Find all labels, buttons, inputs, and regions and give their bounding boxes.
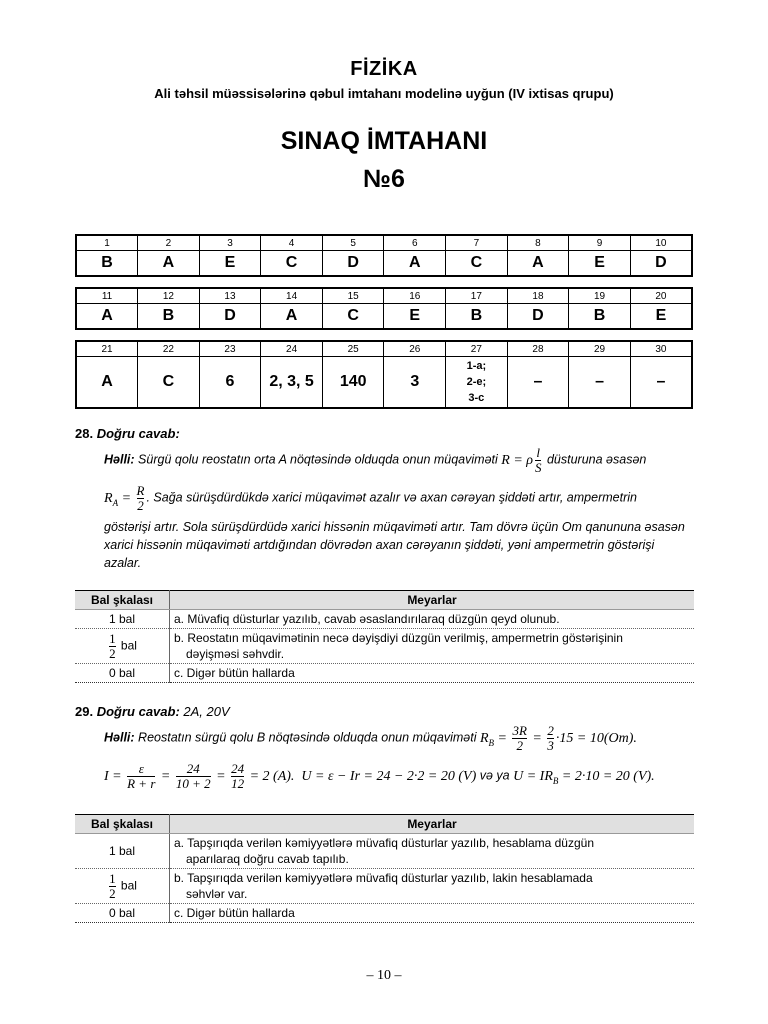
q28-solution-line3 xyxy=(104,518,694,572)
criteria-score: 1 bal xyxy=(75,834,170,869)
answer-value: C xyxy=(446,251,508,277)
exam-number: №6 xyxy=(363,165,405,193)
criteria-score: bal xyxy=(120,638,137,653)
q28-solution-line2 xyxy=(104,484,694,513)
solution-text: Reostatın sürgü qolu B nöqtəsində olduqda onun müqaviməti xyxy=(138,730,477,745)
answer-value: 2, 3, 5 xyxy=(261,357,323,409)
question-number: 20 xyxy=(630,288,692,304)
question-number: 27 xyxy=(446,341,508,357)
question-number: 25 xyxy=(322,341,384,357)
solution-text: göstərişi artır. Sola sürüşdürdüdə xarici hissənin müqaviməti artır. Tam dövrə üçün Om qanununa əsasən xarici hissənin müqaviməti artdığından dövrədən axan cərəyanın şiddəti, yəni ampermetrin göstərişi azalar. xyxy=(104,520,685,570)
answer-value: B xyxy=(138,304,200,330)
solution-text: Sürgü qolu reostatın orta A nöqtəsində olduqda onun müqaviməti xyxy=(138,452,498,467)
criteria-score: 0 bal xyxy=(75,904,170,923)
criteria-text-line: səhvlər var. xyxy=(186,887,248,901)
exam-title: SINAQ İMTAHANI xyxy=(280,127,488,155)
answer-key-table-3 xyxy=(75,340,693,409)
question-number: 16 xyxy=(384,288,446,304)
answer-value: A xyxy=(507,251,569,277)
criteria-text-line: aparılaraq doğru cavab tapılıb. xyxy=(186,852,349,866)
answer-value-q27 xyxy=(446,357,508,409)
criteria-header-criteria: Meyarlar xyxy=(170,815,695,834)
page-number: – 10 – xyxy=(366,968,402,983)
question-number: 17 xyxy=(446,288,508,304)
answer-line: 1-a; xyxy=(466,360,487,372)
criteria-score-half xyxy=(75,869,170,904)
answer-value: C xyxy=(322,304,384,330)
criteria-score: bal xyxy=(120,878,137,893)
question-number: 28. xyxy=(75,426,94,441)
formula-resistance: R = ρ $\frac{l}{S}$ xyxy=(501,445,542,475)
question-number: 12 xyxy=(138,288,200,304)
question-number: 21 xyxy=(76,341,138,357)
question-number: 8 xyxy=(507,235,569,251)
criteria-score-half xyxy=(75,629,170,664)
answer-value: B xyxy=(446,304,508,330)
answer-value: – xyxy=(569,357,631,409)
answer-value: D xyxy=(630,251,692,277)
formula-rb: $R_B$ = $\frac{3R}{2}$ = $\frac{2}{3}$ ·15 = 10(Om). xyxy=(479,723,637,753)
solution-text: və ya xyxy=(479,768,510,783)
answer-value: – xyxy=(630,357,692,409)
criteria-text xyxy=(170,834,695,869)
answer-value: 140 xyxy=(322,357,384,409)
criteria-score: 0 bal xyxy=(75,664,170,683)
criteria-text xyxy=(170,869,695,904)
answer-value: B xyxy=(569,304,631,330)
criteria-header-criteria: Meyarlar xyxy=(170,591,695,610)
question-number: 11 xyxy=(76,288,138,304)
question-number: 10 xyxy=(630,235,692,251)
answer-value: D xyxy=(199,304,261,330)
question-number: 7 xyxy=(446,235,508,251)
answer-value: A xyxy=(261,304,323,330)
answer-key-table-2 xyxy=(75,287,693,330)
q29-criteria-table xyxy=(75,814,694,923)
criteria-text xyxy=(170,629,695,664)
half-fraction: $\frac{1}{2}$ xyxy=(109,630,116,661)
subtitle: Ali təhsil müəssisələrinə qəbul imtahanı modelinə uyğun (IV ixtisas qrupu) xyxy=(154,86,614,101)
question-number: 24 xyxy=(261,341,323,357)
question-number: 19 xyxy=(569,288,631,304)
answer-value: A xyxy=(76,357,138,409)
answer-line: 2-e; xyxy=(466,376,487,388)
answer-value: 6 xyxy=(199,357,261,409)
correct-answer-label: Doğru cavab: xyxy=(96,426,180,441)
criteria-header-score: Bal şkalası xyxy=(75,815,170,834)
answer-value: E xyxy=(569,251,631,277)
answer-value: D xyxy=(322,251,384,277)
answer-value: D xyxy=(507,304,569,330)
question-number: 1 xyxy=(76,235,138,251)
criteria-text: c. Digər bütün hallarda xyxy=(170,904,695,923)
criteria-text-line: a. Tapşırıqda verilən kəmiyyətlərə müvafiq düsturlar yazılıb, hesablama düzgün xyxy=(174,836,594,850)
answer-value: C xyxy=(138,357,200,409)
answer-value: E xyxy=(630,304,692,330)
criteria-text-line: dəyişməsi səhvdir. xyxy=(186,647,285,661)
answer-key-table-1 xyxy=(75,234,693,277)
solution-text: . Sağa sürüşdürdükdə xarici müqavimət azalır və axan cərəyan şiddəti artır, ampermetrin xyxy=(146,490,637,505)
q29-solution-line1 xyxy=(104,724,694,753)
answer-value: A xyxy=(384,251,446,277)
criteria-text: c. Digər bütün hallarda xyxy=(170,664,695,683)
criteria-text-line: b. Tapşırıqda verilən kəmiyyətlərə müvafiq düsturlar yazılıb, lakin hesablamada xyxy=(174,871,593,885)
answer-value: E xyxy=(384,304,446,330)
answer-line: 3-c xyxy=(468,392,485,404)
question-number: 15 xyxy=(322,288,384,304)
solution-text: düsturuna əsasən xyxy=(546,452,647,467)
question-number: 3 xyxy=(199,235,261,251)
criteria-text-line: b. Reostatın müqavimətinin necə dəyişdiyi düzgün verilmiş, ampermetrin göstərişinin xyxy=(174,631,623,645)
subject-title: FİZİKA xyxy=(350,58,418,80)
formula-ra: $R_A$ = $\frac{R}{2}$ xyxy=(104,483,145,513)
criteria-text: a. Müvafiq düsturlar yazılıb, cavab əsaslandırılaraq düzgün qeyd olunub. xyxy=(170,610,695,629)
answer-value: B xyxy=(76,251,138,277)
question-number: 29. xyxy=(75,704,94,719)
answer-value: 3 xyxy=(384,357,446,409)
correct-answer-value: 2A, 20V xyxy=(183,704,230,719)
question-number: 13 xyxy=(199,288,261,304)
answer-value: C xyxy=(261,251,323,277)
solution-label: Həlli: xyxy=(104,452,135,467)
criteria-score: 1 bal xyxy=(75,610,170,629)
answer-value: E xyxy=(199,251,261,277)
question-number: 5 xyxy=(322,235,384,251)
formula-voltage: $U = IR_B = 2\cdot 10 = 20$ (V). xyxy=(513,768,655,786)
question-number: 22 xyxy=(138,341,200,357)
half-fraction: $\frac{1}{2}$ xyxy=(109,870,116,901)
criteria-header-score: Bal şkalası xyxy=(75,591,170,610)
question-number: 18 xyxy=(507,288,569,304)
question-number: 4 xyxy=(261,235,323,251)
correct-answer-label: Doğru cavab: xyxy=(96,704,180,719)
question-number: 30 xyxy=(630,341,692,357)
answer-value: A xyxy=(76,304,138,330)
question-number: 26 xyxy=(384,341,446,357)
question-number: 14 xyxy=(261,288,323,304)
question-number: 6 xyxy=(384,235,446,251)
question-number: 2 xyxy=(138,235,200,251)
q28-solution-line1 xyxy=(104,446,694,475)
q28-criteria-table xyxy=(75,590,694,683)
question-number: 9 xyxy=(569,235,631,251)
q28-heading xyxy=(75,426,180,441)
answer-value: – xyxy=(507,357,569,409)
question-number: 23 xyxy=(199,341,261,357)
question-number: 28 xyxy=(507,341,569,357)
formula-current: I = $\frac{\varepsilon}{R + r}$ = $\frac{24}{10 + 2}$ = $\frac{24}{12}$ = 2 (A). U = ε − Ir = 24 − 2·2 = 20 (V) xyxy=(104,761,477,791)
answer-value: A xyxy=(138,251,200,277)
question-number: 29 xyxy=(569,341,631,357)
q29-solution-line2 xyxy=(104,762,694,791)
q29-heading xyxy=(75,704,230,719)
solution-label: Həlli: xyxy=(104,730,135,745)
